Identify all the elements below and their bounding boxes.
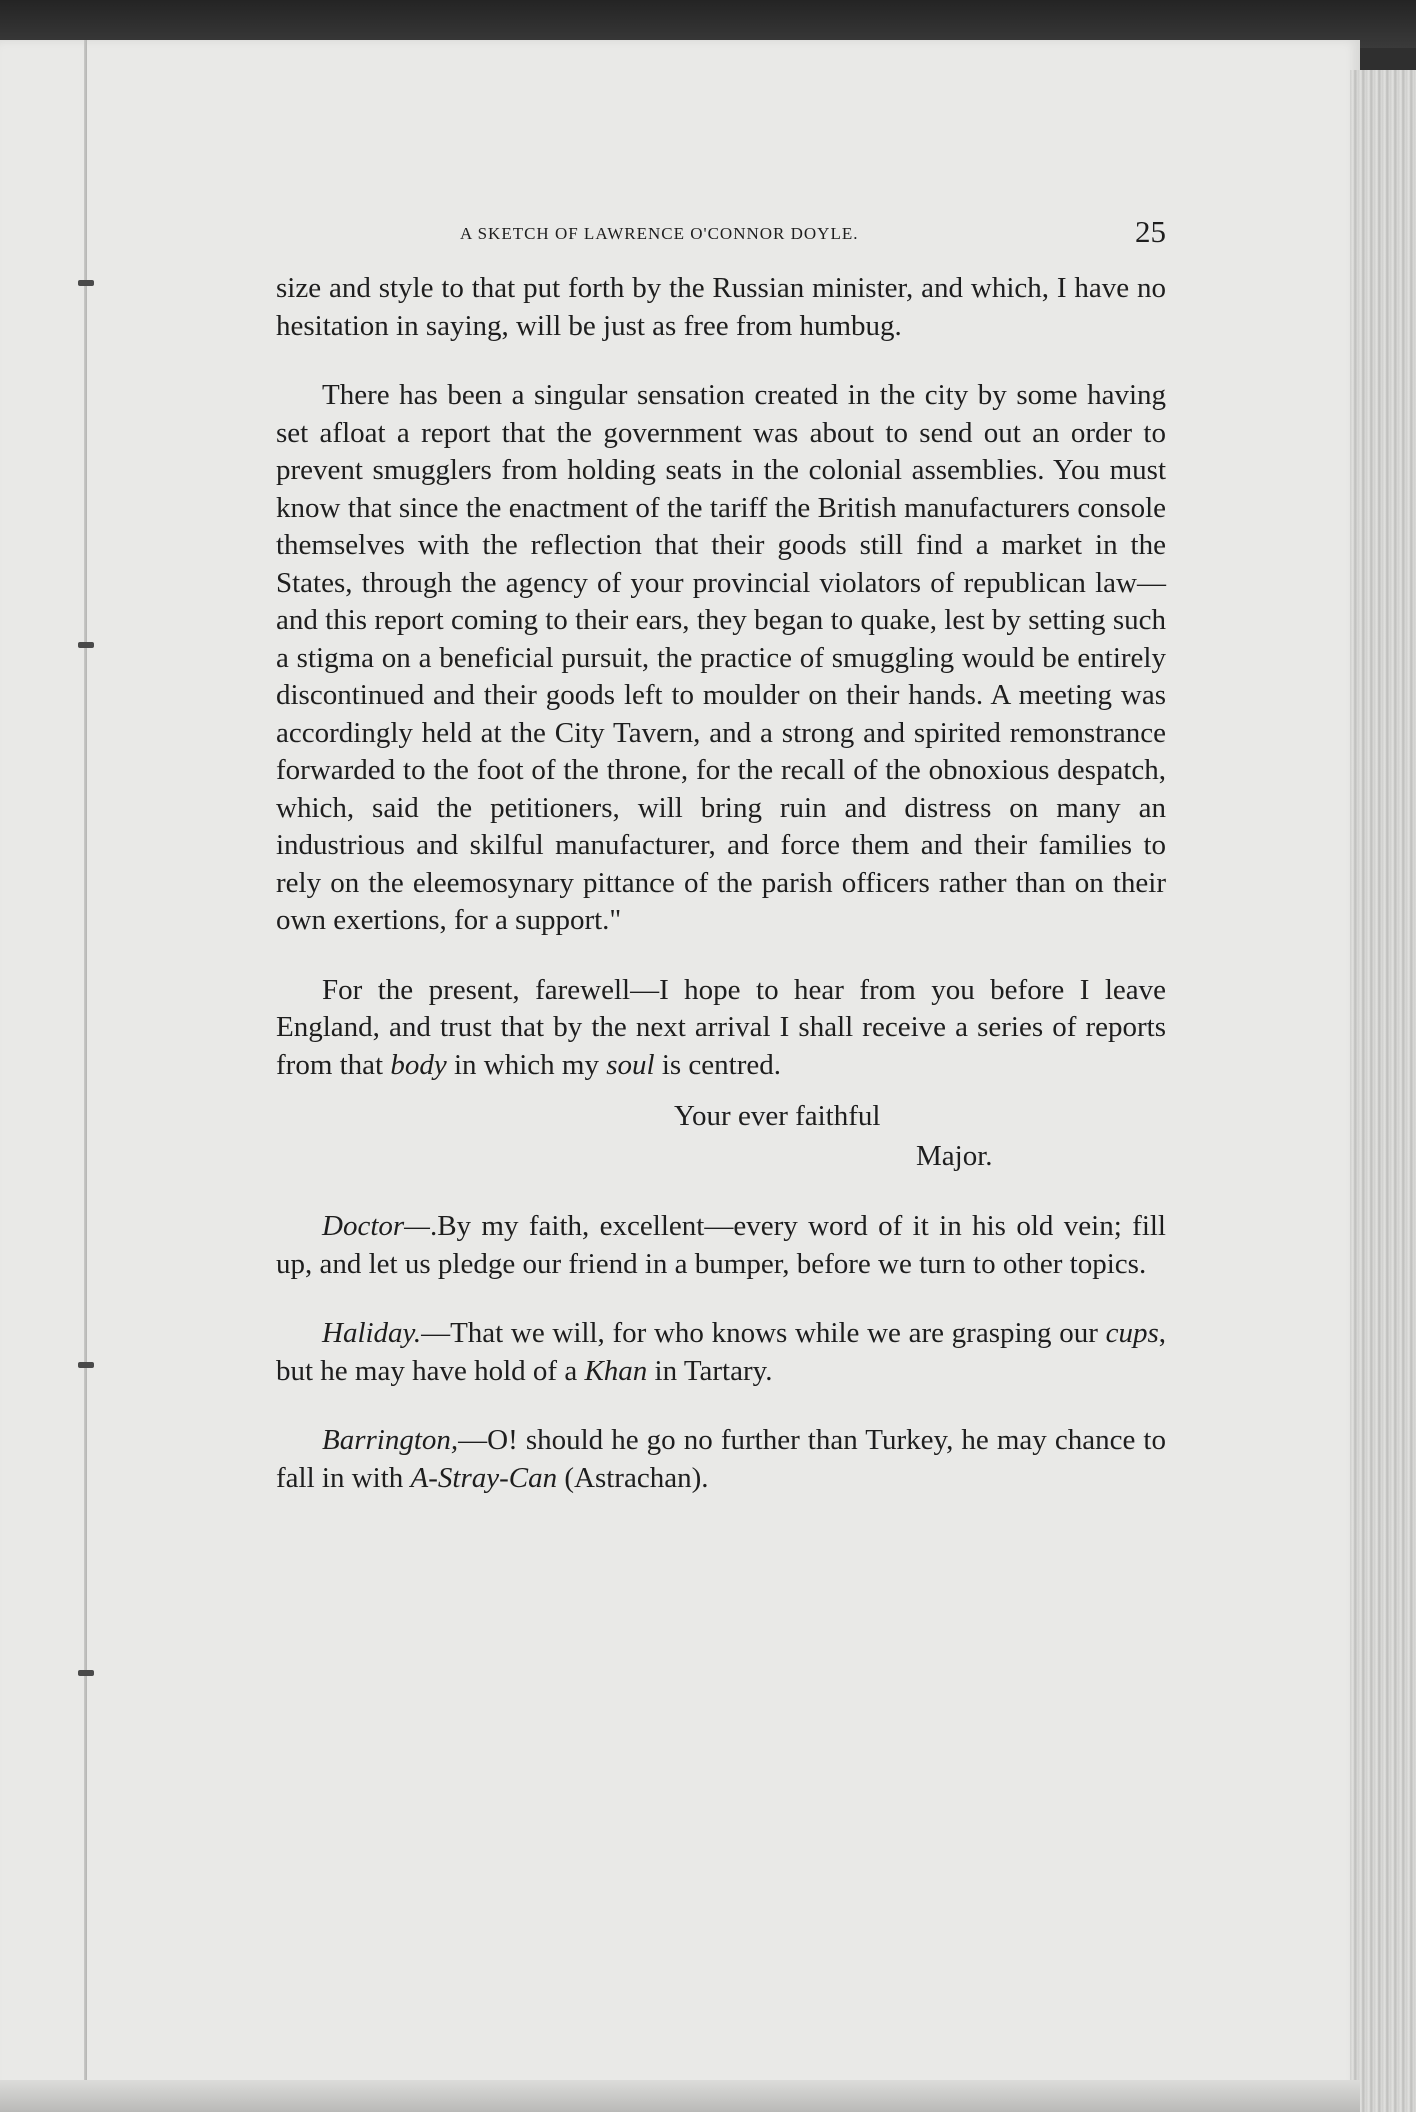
paragraph-continuation: size and style to that put forth by the Russian minister, and which, I have no hesitation in saying, will be just as free from humbug. [276, 272, 1166, 342]
farewell-text-1: For the present, farewell—I hope to hear from you before I leave England, and trust that by the next arrival I shall receive a series of reports from that [276, 973, 1166, 1081]
speaker-doctor: Doctor— [322, 1210, 430, 1242]
binding-stitch-mark [78, 280, 94, 286]
dialogue-haliday [276, 1315, 1166, 1390]
dialogue-doctor-text: .By my faith, excellent—every word of it in his old vein; fill up, and let us pledge our friend in a bumper, before we turn to other topics. [276, 1210, 1166, 1280]
dialogue-barrington-text-1: —O! should he go no further than Turkey, he may chance to fall in with [276, 1424, 1166, 1494]
binding-gutter [84, 40, 87, 2112]
italic-cups: cups [1105, 1317, 1159, 1349]
page-bottom-shadow [0, 2080, 1360, 2112]
farewell-text-3: is centred. [654, 1048, 781, 1081]
italic-body: body [390, 1048, 447, 1081]
letter-closing: Your ever faithful [674, 1100, 881, 1132]
dialogue-haliday-text-1: —That we will, for who knows while we are grasping our [421, 1317, 1106, 1349]
running-head [276, 210, 1166, 254]
italic-khan: Khan [584, 1354, 648, 1387]
page-number: 25 [1135, 214, 1166, 249]
speaker-haliday: Haliday. [322, 1317, 422, 1349]
running-head-title: A SKETCH OF LAWRENCE O'CONNOR DOYLE. [460, 224, 859, 243]
page-text-block [276, 210, 1166, 1497]
dialogue-barrington [276, 1422, 1166, 1497]
dialogue-haliday-text-3: in Tartary. [647, 1354, 773, 1387]
page-edges [1350, 70, 1416, 2112]
dialogue-doctor [276, 1208, 1166, 1283]
paragraph-smuggling-report: There has been a singular sensation created in the city by some having set afloat a report that the government was about to send out an order to prevent smugglers from holding seats in the colonial assemblies. You must know that since the enactment of the tariff the British manufacturers console themselves with the reflection that their goods still find a market in the States, through the agency of your provincial violators of republican law—and this report coming to their ears, they began to quake, lest by setting such a stigma on a beneficial pursuit, the practice of smuggling would be entirely discontinued and their goods left to moulder on their hands. A meeting was accordingly held at the City Tavern, and a strong and spirited remonstrance forwarded to the foot of the throne, for the recall of the obnoxious despatch, which, said the petitioners, will bring ruin and distress on many an industrious and skilful manufacturer, and force them and their families to rely on the eleemosynary pittance of the parish officers rather than on their own exertions, for a support." [276, 379, 1166, 936]
binding-stitch-mark [78, 642, 94, 648]
letter-signature: Major. [916, 1140, 993, 1172]
binding-stitch-mark [78, 1362, 94, 1368]
italic-a-stray-can: A-Stray-Can [410, 1461, 558, 1494]
paragraph-farewell [276, 972, 1166, 1085]
dialogue-haliday-text-2: , but he may have hold of a [276, 1317, 1166, 1387]
italic-soul: soul [606, 1048, 655, 1081]
dialogue-barrington-text-2: (Astrachan). [557, 1461, 709, 1494]
farewell-text-2: in which my [446, 1048, 607, 1081]
speaker-barrington: Barrington, [322, 1424, 459, 1456]
binding-stitch-mark [78, 1670, 94, 1676]
